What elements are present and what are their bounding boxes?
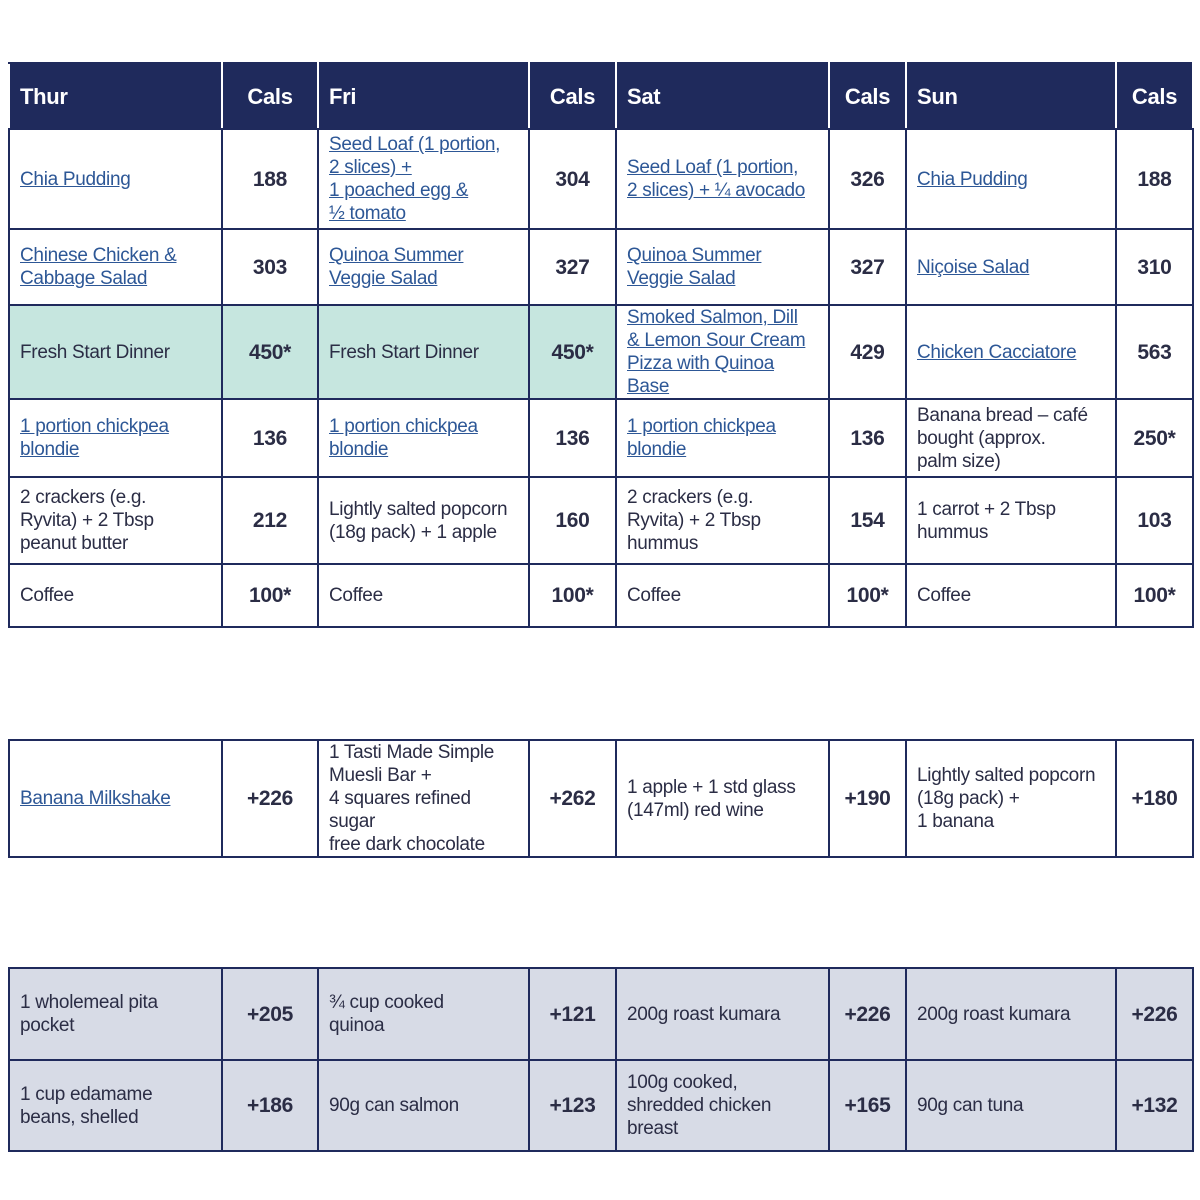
calories-cell: 310 <box>1116 229 1193 305</box>
meal-plan-table <box>8 62 1194 628</box>
meal-cell: Coffee <box>9 564 222 627</box>
recipe-link[interactable]: Banana Milkshake <box>20 788 171 809</box>
meal-cell: 2 crackers (e.g. Ryvita) + 2 Tbsp peanut butter <box>9 477 222 564</box>
meal-cell <box>318 129 529 229</box>
recipe-link[interactable]: Smoked Salmon, Dill & Lemon Sour Cream Pizza with Quinoa Base <box>627 307 806 397</box>
recipe-link[interactable]: Seed Loaf (1 portion, 2 slices) + ¼ avocado <box>627 157 805 201</box>
calories-cell: 429 <box>829 305 906 399</box>
calories-cell: 100* <box>529 564 616 627</box>
meal-cell <box>9 129 222 229</box>
header-cals: Cals <box>1116 63 1193 129</box>
calories-cell: +226 <box>829 968 906 1060</box>
meal-cell <box>616 129 829 229</box>
meal-cell <box>318 229 529 305</box>
header-day: Thur <box>9 63 222 129</box>
calories-cell: 304 <box>529 129 616 229</box>
recipe-link[interactable]: 1 portion chickpea blondie <box>627 416 776 460</box>
table-row <box>9 229 1193 305</box>
calories-cell: 103 <box>1116 477 1193 564</box>
calories-cell: 100* <box>829 564 906 627</box>
header-cals: Cals <box>529 63 616 129</box>
recipe-link[interactable]: Chia Pudding <box>917 168 1028 190</box>
meal-cell <box>906 305 1116 399</box>
header-day: Sat <box>616 63 829 129</box>
meal-cell: 1 Tasti Made Simple Muesli Bar + 4 squares refined sugar free dark chocolate <box>318 740 529 857</box>
calories-cell: 326 <box>829 129 906 229</box>
meal-cell <box>906 229 1116 305</box>
meal-cell: Fresh Start Dinner <box>9 305 222 399</box>
calories-cell: 136 <box>529 399 616 477</box>
table-row <box>9 399 1193 477</box>
table-row <box>9 1060 1193 1151</box>
calories-cell: +190 <box>829 740 906 857</box>
table-row <box>9 968 1193 1060</box>
meal-cell: Coffee <box>318 564 529 627</box>
calories-cell: 327 <box>529 229 616 305</box>
meal-cell: 90g can salmon <box>318 1060 529 1151</box>
calories-cell: +226 <box>222 740 318 857</box>
table-row <box>9 129 1193 229</box>
recipe-link[interactable]: 1 portion chickpea blondie <box>329 416 478 460</box>
header-day: Sun <box>906 63 1116 129</box>
recipe-link[interactable]: Quinoa Summer Veggie Salad <box>627 245 762 289</box>
meal-cell: 100g cooked, shredded chicken breast <box>616 1060 829 1151</box>
meal-cell: 1 carrot + 2 Tbsp hummus <box>906 477 1116 564</box>
meal-cell: 1 apple + 1 std glass (147ml) red wine <box>616 740 829 857</box>
extras-table <box>8 739 1194 858</box>
calories-cell: +180 <box>1116 740 1193 857</box>
meal-cell <box>9 229 222 305</box>
calories-cell: 563 <box>1116 305 1193 399</box>
meal-cell <box>616 399 829 477</box>
calories-cell: 450* <box>529 305 616 399</box>
meal-cell <box>616 229 829 305</box>
calories-cell: 303 <box>222 229 318 305</box>
header-day: Fri <box>318 63 529 129</box>
calories-cell: 160 <box>529 477 616 564</box>
meal-cell: Coffee <box>616 564 829 627</box>
table-row <box>9 564 1193 627</box>
calories-cell: 154 <box>829 477 906 564</box>
meal-cell: Fresh Start Dinner <box>318 305 529 399</box>
calories-cell: 188 <box>222 129 318 229</box>
meal-cell: ¾ cup cooked quinoa <box>318 968 529 1060</box>
header-cals: Cals <box>829 63 906 129</box>
meal-cell <box>9 399 222 477</box>
meal-cell <box>9 740 222 857</box>
calories-cell: 136 <box>222 399 318 477</box>
calories-cell: 327 <box>829 229 906 305</box>
additions-table <box>8 967 1194 1152</box>
calories-cell: +123 <box>529 1060 616 1151</box>
calories-cell: 250* <box>1116 399 1193 477</box>
calories-cell: +186 <box>222 1060 318 1151</box>
calories-cell: +121 <box>529 968 616 1060</box>
meal-cell: 200g roast kumara <box>616 968 829 1060</box>
meal-cell: 200g roast kumara <box>906 968 1116 1060</box>
meal-cell <box>318 399 529 477</box>
calories-cell: 136 <box>829 399 906 477</box>
meal-cell: Lightly salted popcorn (18g pack) + 1 banana <box>906 740 1116 857</box>
recipe-link[interactable]: 1 portion chickpea blondie <box>20 416 169 460</box>
header-cals: Cals <box>222 63 318 129</box>
calories-cell: 100* <box>1116 564 1193 627</box>
calories-cell: 212 <box>222 477 318 564</box>
recipe-link[interactable]: Chia Pudding <box>20 168 131 190</box>
table-row <box>9 740 1193 857</box>
table-row <box>9 477 1193 564</box>
recipe-link[interactable]: Niçoise Salad <box>917 256 1030 278</box>
meal-cell: 1 wholemeal pita pocket <box>9 968 222 1060</box>
calories-cell: +226 <box>1116 968 1193 1060</box>
meal-cell: Coffee <box>906 564 1116 627</box>
meal-cell: 90g can tuna <box>906 1060 1116 1151</box>
recipe-link[interactable]: Chicken Cacciatore <box>917 341 1077 363</box>
calories-cell: +205 <box>222 968 318 1060</box>
calories-cell: 188 <box>1116 129 1193 229</box>
recipe-link[interactable]: Quinoa Summer Veggie Salad <box>329 245 464 289</box>
header-row <box>9 63 1193 129</box>
calories-cell: +262 <box>529 740 616 857</box>
meal-cell: Lightly salted popcorn (18g pack) + 1 apple <box>318 477 529 564</box>
meal-cell: 2 crackers (e.g. Ryvita) + 2 Tbsp hummus <box>616 477 829 564</box>
calories-cell: 100* <box>222 564 318 627</box>
meal-cell: 1 cup edamame beans, shelled <box>9 1060 222 1151</box>
calories-cell: +132 <box>1116 1060 1193 1151</box>
meal-cell <box>906 129 1116 229</box>
table-row <box>9 305 1193 399</box>
calories-cell: +165 <box>829 1060 906 1151</box>
meal-cell: Banana bread – café bought (approx. palm size) <box>906 399 1116 477</box>
meal-cell <box>616 305 829 399</box>
recipe-link[interactable]: Chinese Chicken & Cabbage Salad <box>20 245 177 289</box>
calories-cell: 450* <box>222 305 318 399</box>
recipe-link[interactable]: Seed Loaf (1 portion, 2 slices) + 1 poached egg & ½ tomato <box>329 134 501 224</box>
